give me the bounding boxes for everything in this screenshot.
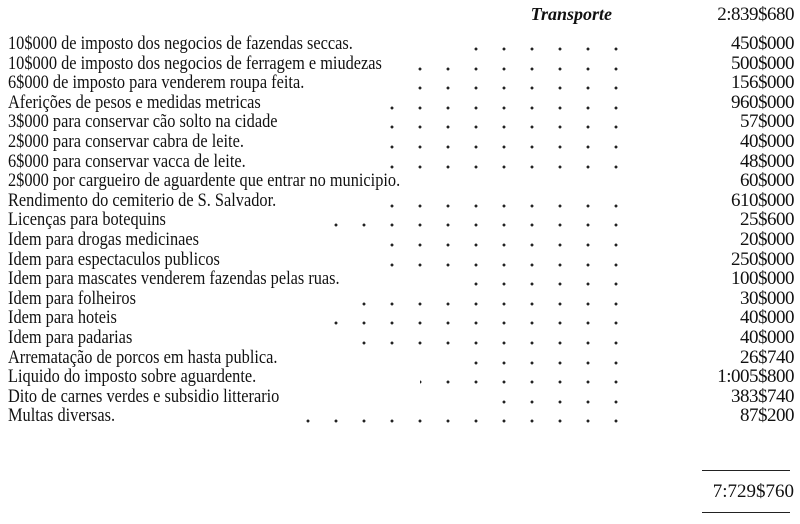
item-amount: 450$000 bbox=[731, 33, 794, 54]
item-amount: 25$600 bbox=[740, 209, 794, 231]
dot-leader bbox=[450, 361, 630, 365]
item-label: Idem para hoteis bbox=[8, 307, 117, 329]
item-amount: 20$000 bbox=[740, 228, 794, 250]
item-amount: 156$000 bbox=[731, 72, 794, 94]
dot-leader bbox=[460, 47, 630, 51]
item-amount: 57$000 bbox=[740, 111, 794, 133]
ledger-items bbox=[0, 35, 800, 427]
item-amount: 500$000 bbox=[731, 52, 794, 74]
ledger-row bbox=[0, 287, 800, 310]
item-amount: 40$000 bbox=[740, 130, 794, 152]
dot-leader bbox=[400, 67, 630, 71]
dot-leader bbox=[310, 223, 630, 227]
item-label: 10$000 de imposto dos negocios de ferragem e miudezas bbox=[8, 52, 382, 74]
sum-rule-top bbox=[702, 470, 790, 471]
dot-leader bbox=[390, 204, 630, 208]
sum-rule-bottom bbox=[702, 512, 790, 513]
dot-leader bbox=[340, 302, 630, 306]
item-amount: 250$000 bbox=[731, 248, 794, 270]
dot-leader bbox=[480, 400, 630, 404]
item-label: Dito de carnes verdes e subsidio litterario bbox=[8, 385, 280, 407]
item-label: 6$000 de imposto para venderem roupa feita. bbox=[8, 72, 305, 94]
dot-leader bbox=[370, 263, 630, 267]
item-label: Idem para drogas medicinaes bbox=[8, 228, 200, 250]
ledger-row bbox=[0, 407, 800, 427]
dot-leader bbox=[340, 341, 630, 345]
item-label: 2$000 por cargueiro de aguardente que entrar no municipio. bbox=[8, 170, 401, 192]
item-amount: 30$000 bbox=[740, 287, 794, 309]
dot-leader bbox=[370, 243, 630, 247]
item-label: Idem para padarias bbox=[8, 326, 133, 348]
transport-label: Transporte bbox=[530, 4, 612, 24]
item-amount: 48$000 bbox=[740, 150, 794, 172]
item-label: 10$000 de imposto dos negocios de fazendas seccas. bbox=[8, 33, 353, 54]
dot-leader bbox=[410, 86, 630, 90]
ledger-row bbox=[0, 385, 800, 408]
item-amount: 87$200 bbox=[740, 405, 794, 427]
item-label: Idem para folheiros bbox=[8, 287, 136, 309]
item-amount: 60$000 bbox=[740, 170, 794, 192]
item-label: Idem para mascates venderem fazendas pelas ruas. bbox=[8, 268, 340, 290]
item-label: Rendimento do cemiterio de S. Salvador. bbox=[8, 189, 277, 211]
item-label: Aferições de pesos e medidas metricas bbox=[8, 91, 261, 113]
item-label: Arrematação de porcos em hasta publica. bbox=[8, 346, 278, 368]
dot-leader bbox=[390, 106, 630, 110]
item-amount: 383$740 bbox=[731, 385, 794, 407]
item-label: 6$000 para conservar vacca de leite. bbox=[8, 150, 246, 172]
total-amount: 7:729$760 bbox=[712, 481, 794, 502]
item-label: Idem para espectaculos publicos bbox=[8, 248, 220, 270]
item-label: Multas diversas. bbox=[8, 405, 116, 427]
item-amount: 960$000 bbox=[731, 91, 794, 113]
item-amount: 26$740 bbox=[740, 346, 794, 368]
item-label: 2$000 para conservar cabra de leite. bbox=[8, 130, 244, 152]
item-label: Licenças para botequins bbox=[8, 209, 166, 231]
item-amount: 40$000 bbox=[740, 307, 794, 329]
dot-leader bbox=[460, 282, 630, 286]
transport-amount: 2:839$680 bbox=[717, 4, 794, 25]
item-label: Liquido do imposto sobre aguardente. bbox=[8, 366, 257, 388]
dot-leader bbox=[290, 419, 630, 423]
item-amount: 100$000 bbox=[731, 268, 794, 290]
dot-leader bbox=[370, 125, 630, 129]
item-amount: 1:005$800 bbox=[717, 366, 794, 388]
item-amount: 610$000 bbox=[731, 189, 794, 211]
dot-leader bbox=[320, 321, 630, 325]
item-label: 3$000 para conservar cão solto na cidade bbox=[8, 111, 278, 133]
transport-line bbox=[0, 4, 800, 28]
dot-leader bbox=[370, 165, 630, 169]
dot-leader bbox=[370, 145, 630, 149]
item-amount: 40$000 bbox=[740, 326, 794, 348]
dot-leader bbox=[420, 380, 630, 384]
